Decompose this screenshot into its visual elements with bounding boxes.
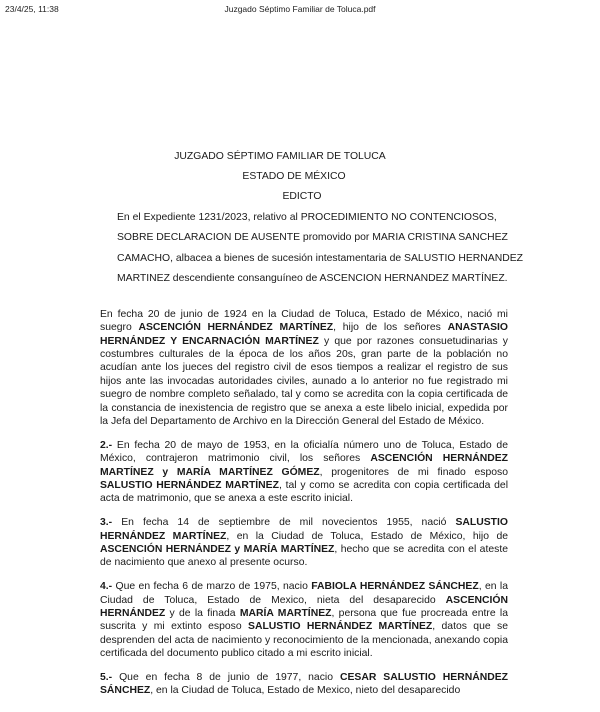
paragraph-number: 5.- [100, 672, 113, 684]
text-run: y de la finada [165, 608, 240, 620]
print-filename: Juzgado Séptimo Familiar de Toluca.pdf [224, 4, 376, 14]
text-run: , progenitores de mi finado esposo [319, 466, 509, 478]
text-run: y que por razones consuetudinarias y costumbres culturales de la época de los años 20s, gran parte de la población no acudían ante los jueces del registro civil de esos tiempos a realizar el registro de sus hijos ante las invocadas autoridades civiles, aunado a lo anterior no fue registrado mi suegro de nombre completo señalado, tal y como se acredita con la copia certificada de la constancia de inexistencia de registro que se anexa a este libelo inicial, expedida por la Jefa del Departamento de Archivo en la Dirección General del Estado de México. [100, 335, 508, 427]
document-body [100, 150, 523, 708]
paragraph-number: 2.- [100, 439, 113, 451]
name-bold: ASCENCIÓN HERNÁNDEZ MARTÍNEZ [138, 322, 334, 334]
text-run: Que en fecha 6 de marzo de 1975, nacio [112, 581, 312, 593]
text-run: , datos que se desprenden del acta de nacimiento y reconocimiento de la mencionada, anexando copia certificada del documento publico citado a mi escrito inicial. [100, 621, 509, 660]
text-run: En fecha 14 de septiembre de mil novecientos 1955, nació [112, 517, 456, 529]
intro-line: En el Expediente 1231/2023, relativo al PROCEDIMIENTO NO CONTENCIOSOS, [117, 211, 497, 223]
name-bold: SALUSTIO HERNÁNDEZ MARTÍNEZ [100, 479, 279, 491]
court-name: JUZGADO SÉPTIMO FAMILIAR DE TOLUCA [174, 151, 386, 162]
name-bold: SALUSTIO HERNÁNDEZ MARTÍNEZ [100, 517, 508, 542]
paragraph-number: 4.- [100, 581, 113, 593]
paragraph-3 [100, 516, 508, 570]
text-run: , tal y como se acredita con copia certificada del acta de matrimonio, que se anexa a este escrito inicial. [100, 479, 509, 505]
text-run: , persona que fue procreada entre la suscrita y mi extinto esposo [100, 608, 508, 633]
paragraph-1 [100, 308, 508, 429]
text-run: , hijo de los señores [333, 322, 448, 334]
intro-line: CAMACHO, albacea a bienes de sucesión intestamentaria de SALUSTIO HERNANDEZ [117, 252, 523, 264]
name-bold: FABIOLA HERNÁNDEZ SÁNCHEZ [311, 581, 479, 593]
document-heading [100, 150, 508, 203]
name-bold: MARÍA MARTÍNEZ [239, 608, 332, 620]
intro-line: MARTINEZ descendiente consanguíneo de ASCENCION HERNANDEZ MARTÍNEZ. [117, 273, 508, 285]
text-run: Que en fecha 8 de junio de 1977, nacio [112, 672, 340, 684]
intro-block [117, 208, 523, 290]
text-run: , hecho que se acredita con el ateste de nacimiento que anexo al presente ocurso. [100, 544, 508, 569]
name-bold: ANASTASIO HERNÁNDEZ Y ENCARNACIÓN MARTÍNEZ [100, 322, 508, 347]
intro-line: SOBRE DECLARACION DE AUSENTE promovido por MARIA CRISTINA SANCHEZ [117, 232, 508, 244]
paragraph-number: 3.- [100, 517, 113, 529]
paragraph-5 [100, 671, 508, 698]
name-bold: ASCENCIÓN HERNÁNDEZ MARTÍNEZ y MARÍA MARTÍNEZ GÓMEZ [100, 453, 509, 478]
text-run: , en la Ciudad de Toluca, Estado de Mexico, nieto del desaparecido [150, 685, 461, 697]
document-type: EDICTO [282, 190, 322, 202]
court-state: ESTADO DE MÉXICO [242, 170, 346, 182]
print-header [0, 4, 600, 18]
text-run: , en la Ciudad de Toluca, Estado de Mexico, nieta del desaparecido [100, 581, 508, 606]
name-bold: SALUSTIO HERNÁNDEZ MARTÍNEZ [248, 621, 433, 633]
name-bold: CESAR SALUSTIO HERNÁNDEZ SÁNCHEZ [100, 672, 508, 697]
paragraph-4 [100, 580, 508, 660]
name-bold: ASCENCIÓN HERNÁNDEZ [100, 594, 508, 620]
paragraph-2 [100, 439, 508, 506]
text-run: , en la Ciudad de Toluca, Estado de México, hijo de [226, 530, 508, 542]
text-run: En fecha 20 de junio de 1924 en la Ciudad de Toluca, Estado de México, nació mi suegro [100, 308, 508, 334]
print-datetime: 23/4/25, 11:38 [5, 4, 59, 14]
name-bold: ASCENCIÓN HERNÁNDEZ y MARÍA MARTÍNEZ [100, 544, 335, 555]
text-run: En fecha 20 de mayo de 1953, en la oficialía número uno de Toluca, Estado de México, contrajeron matrimonio civil, los señores [100, 439, 508, 465]
